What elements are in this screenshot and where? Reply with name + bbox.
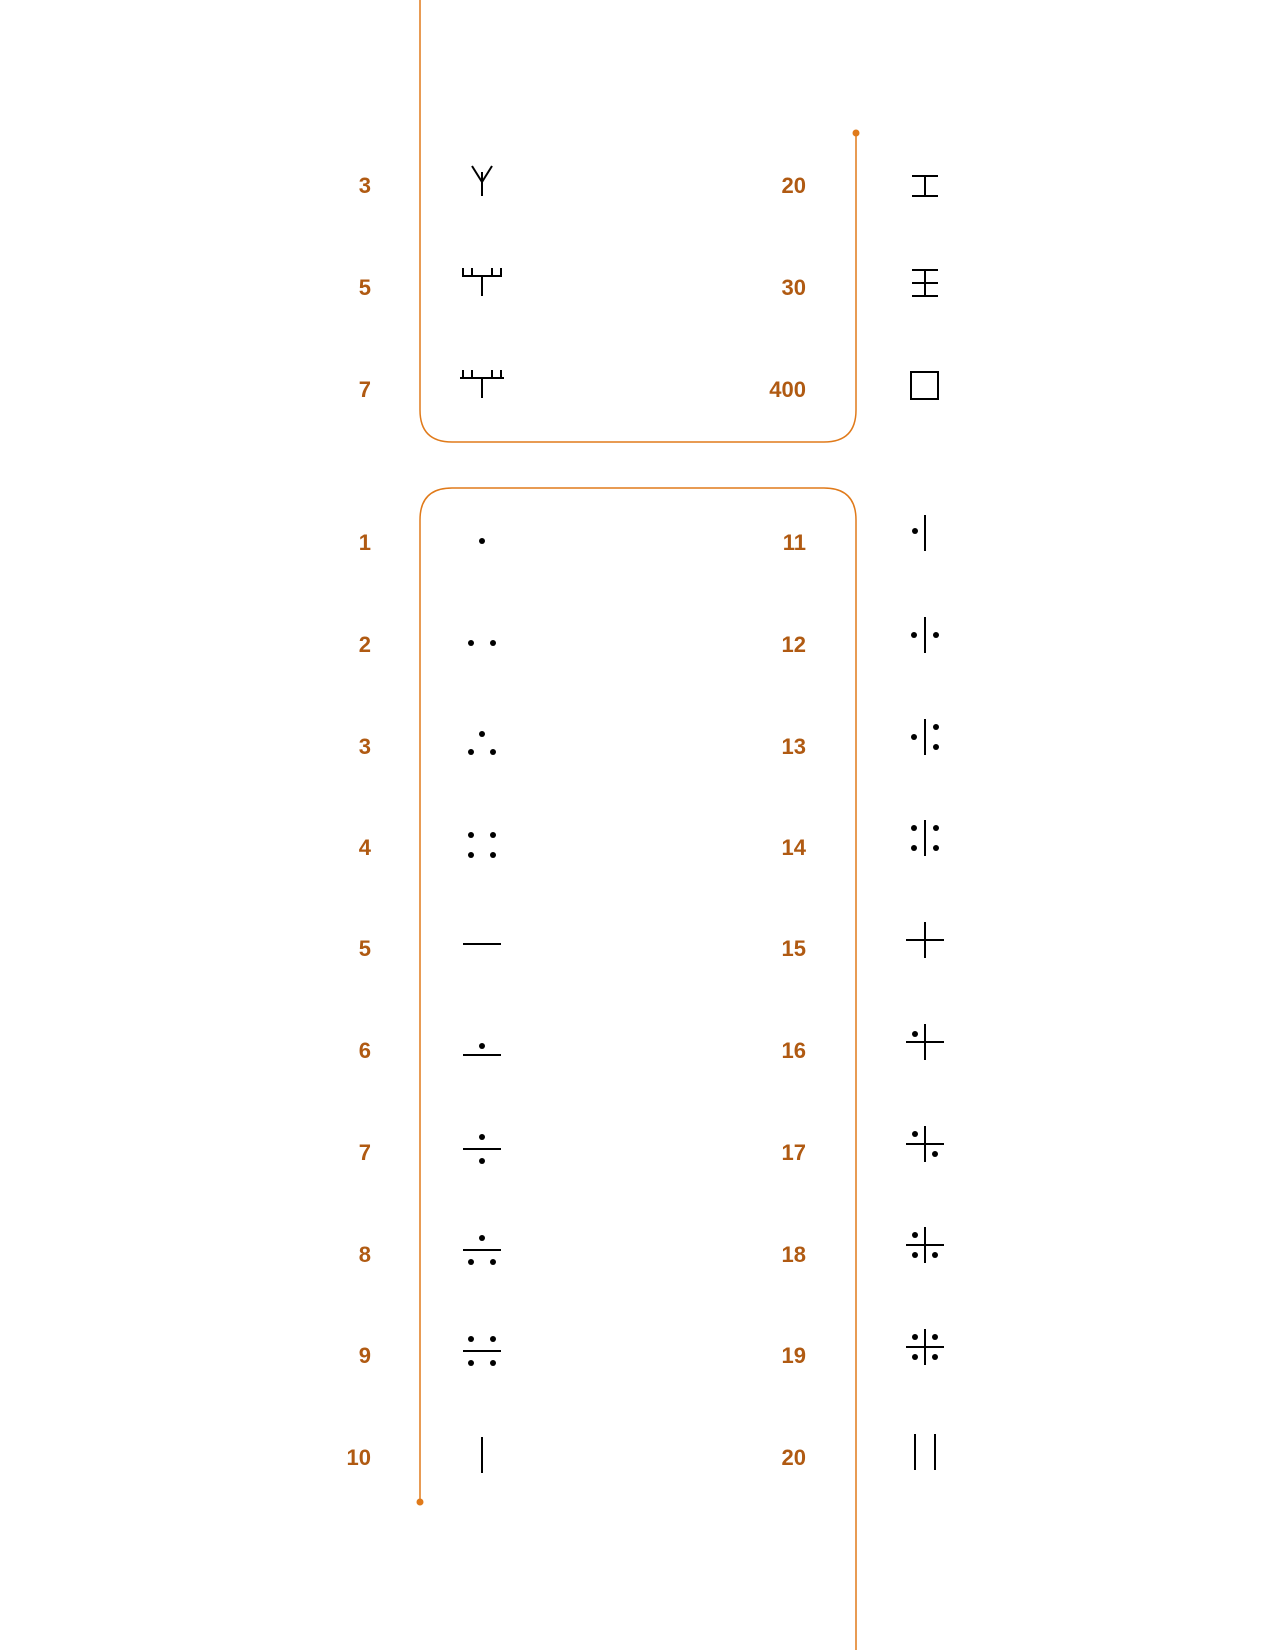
bottom-right-label: 12 [781,632,806,657]
bar-twenty-icon [903,164,947,208]
bottom-left-label: 4 [358,835,371,860]
two-dots-icon [460,621,504,665]
cross-two-dots-icon [903,1122,947,1166]
bottom-left-label: 8 [358,1242,371,1267]
stroke-four-dots-icon [903,816,947,860]
bar-icon [460,922,504,966]
bottom-left-label: 3 [358,734,371,759]
bottom-right-label: 16 [781,1038,806,1063]
stroke-three-dots-icon [903,715,947,759]
cross-three-dots-icon [903,1223,947,1267]
bottom-right-label: 14 [781,835,806,860]
bar-three-dots-icon [460,1228,504,1272]
top-bracket-end-dot [853,130,860,137]
bar-two-dots-icon [460,1127,504,1171]
bottom-bracket-end-dot [417,1499,424,1506]
cross-one-dot-icon [903,1020,947,1064]
bottom-left-label: 5 [358,936,371,961]
bottom-right-label: 11 [782,530,806,555]
bottom-left-label: 10 [346,1445,371,1470]
comb-seven-icon [460,364,504,408]
stroke-two-dots-icon [903,613,947,657]
top-right-label: 20 [781,173,806,198]
top-left-label: 7 [358,377,371,402]
vertical-stroke-icon [460,1433,504,1477]
bottom-left-label: 2 [358,632,371,657]
top-left-label: 5 [358,275,371,300]
bottom-right-label: 13 [781,734,806,759]
bottom-left-label: 6 [358,1038,371,1063]
bottom-right-label: 20 [781,1445,806,1470]
bottom-right-label: 18 [781,1242,806,1267]
bar-thirty-icon [903,262,947,306]
three-dots-icon [460,722,504,766]
bar-four-dots-icon [460,1329,504,1373]
four-dots-icon [460,823,504,867]
cross-four-dots-icon [903,1325,947,1369]
bar-one-dot-icon [460,1025,504,1069]
stroke-one-dot-icon [903,511,947,555]
cross-icon [903,918,947,962]
bottom-left-label: 1 [358,530,371,555]
comb-five-icon [460,262,504,306]
one-dot-icon [460,519,504,563]
tree-three-icon [460,158,504,202]
top-left-label: 3 [358,173,371,198]
bottom-right-label: 19 [781,1343,806,1368]
bottom-left-label: 9 [358,1343,371,1368]
bottom-left-label: 7 [358,1140,371,1165]
double-stroke-icon [903,1430,947,1474]
bottom-right-label: 15 [781,936,806,961]
bottom-right-label: 17 [781,1140,806,1165]
top-right-label: 30 [781,275,806,300]
square-icon [903,364,947,408]
top-right-label: 400 [769,377,806,402]
